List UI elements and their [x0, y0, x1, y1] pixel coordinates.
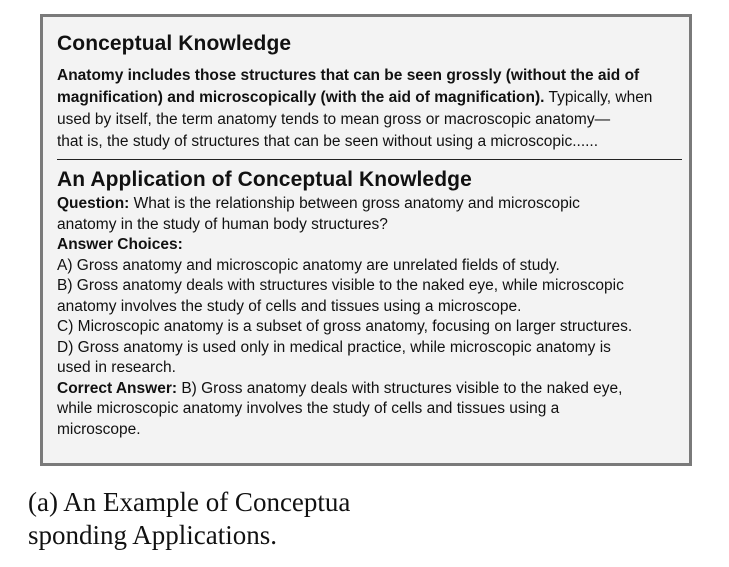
- correct-line-3: microscope.: [57, 420, 141, 438]
- choice-b-line-1: B) Gross anatomy deals with structures visible to the naked eye, while microscopic: [57, 277, 624, 294]
- correct-line-1: [57, 379, 675, 400]
- question-line-1: [57, 194, 675, 215]
- conceptual-knowledge-text: [57, 65, 675, 153]
- application-title: An Application of Conceptual Knowledge: [57, 168, 472, 191]
- choice-c: C) Microscopic anatomy is a subset of gross anatomy, focusing on larger structures.: [57, 318, 633, 335]
- concept-line-4: that is, the study of structures that can be seen without using a microscopic......: [57, 133, 599, 150]
- correct-line-2: while microscopic anatomy involves the study of cells and tissues using a: [57, 400, 560, 417]
- caption-line-1: (a) An Example of Conceptua: [28, 487, 351, 517]
- answer-choices-label: Answer Choices:: [57, 236, 183, 253]
- question-text-1: What is the relationship between gross anatomy and microscopic: [129, 195, 580, 212]
- conceptual-knowledge-title: Conceptual Knowledge: [57, 32, 292, 55]
- choice-a: A) Gross anatomy and microscopic anatomy are unrelated fields of study.: [57, 256, 560, 274]
- concept-line-2-bold: magnification) and microscopically (with the aid of magnification).: [57, 89, 545, 106]
- choice-b-line-2: anatomy involves the study of cells and tissues using a microscope.: [57, 297, 522, 315]
- choice-d-line-2: used in research.: [57, 359, 176, 376]
- concept-line-2-normal: Typically, when: [544, 89, 653, 106]
- concept-line-1: Anatomy includes those structures that can be seen grossly (without the aid of: [57, 67, 640, 84]
- correct-text-1: B) Gross anatomy deals with structures visible to the naked eye,: [177, 379, 623, 397]
- application-qa: [57, 194, 675, 440]
- section-divider: [57, 159, 682, 160]
- question-label: Question:: [57, 195, 130, 212]
- choice-d-line-1: D) Gross anatomy is used only in medical practice, while microscopic anatomy is: [57, 338, 611, 356]
- correct-answer-label: Correct Answer:: [57, 379, 178, 397]
- concept-line-2: [57, 87, 675, 109]
- concept-line-3: used by itself, the term anatomy tends to mean gross or macroscopic anatomy—: [57, 111, 611, 128]
- figure-caption: [28, 486, 350, 552]
- caption-fade-overlay: [390, 490, 500, 528]
- question-line-2: anatomy in the study of human body structures?: [57, 215, 388, 233]
- caption-line-2: sponding Applications.: [28, 520, 277, 550]
- example-panel: [40, 14, 692, 466]
